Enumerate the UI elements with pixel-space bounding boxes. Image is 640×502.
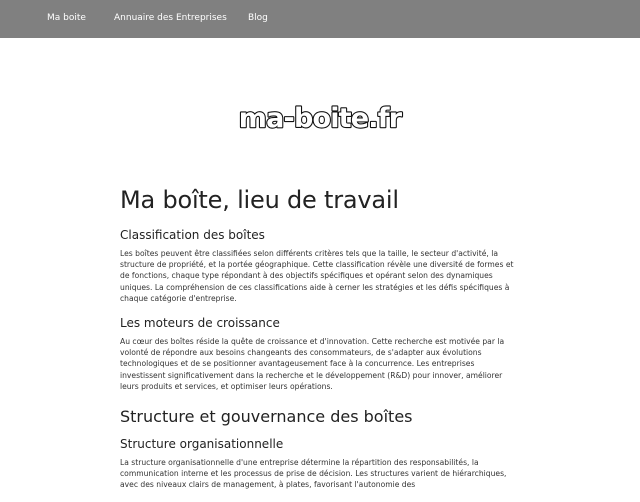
section-heading: Les moteurs de croissance	[120, 316, 280, 331]
section-title: Structure et gouvernance des boîtes	[120, 407, 413, 427]
section-paragraph: La structure organisationnelle d'une entreprise détermine la répartition des responsabilités, la communication interne et les processus de prise de décision. Les structures varient de hiérarchiques, avec des niveaux clairs de management, à plates, favorisant l'autonomie des	[120, 458, 507, 490]
nav-link-ma-boite[interactable]: Ma boite	[47, 13, 86, 23]
nav-link-blog[interactable]: Blog	[248, 13, 268, 23]
section-heading: Classification des boîtes	[120, 228, 265, 242]
top-navigation	[0, 0, 640, 38]
section-paragraph: Au cœur des boîtes réside la quête de croissance et d'innovation. Cette recherche est motivée par la volonté de répondre aux besoins changeants des consommateurs, de s'adapter aux évolutions technologiques et de se positionner avantageusement face à la concurrence. Les entreprises investissent significativement dans la recherche et le développement (R&D) pour innover, améliorer leurs produits et services, et optimiser leurs opérations.	[120, 337, 505, 391]
nav-link-annuaire[interactable]: Annuaire des Entreprises	[114, 13, 227, 23]
main-content	[120, 183, 520, 502]
page-title: Ma boîte, lieu de travail	[120, 186, 399, 214]
section-croissance	[120, 315, 520, 392]
logo-text: ma-boite.fr	[238, 103, 402, 134]
section-heading: Structure organisationnelle	[120, 437, 284, 452]
section-classification	[120, 227, 520, 304]
logo-container	[0, 98, 640, 142]
section-structure	[120, 436, 520, 491]
section-paragraph: Les boîtes peuvent être classifiées selon différents critères tels que la taille, le secteur d'activité, la structure de propriété, et la portée géographique. Cette classification révèle une diversité de formes et de fonctions, chaque type répondant à des objectifs spécifiques et opérant selon des dynamiques uniques. La compréhension de ces classifications aide à cerner les stratégies et les défis spécifiques à chaque catégorie d'entreprise.	[120, 249, 514, 303]
site-logo[interactable]	[220, 98, 420, 138]
